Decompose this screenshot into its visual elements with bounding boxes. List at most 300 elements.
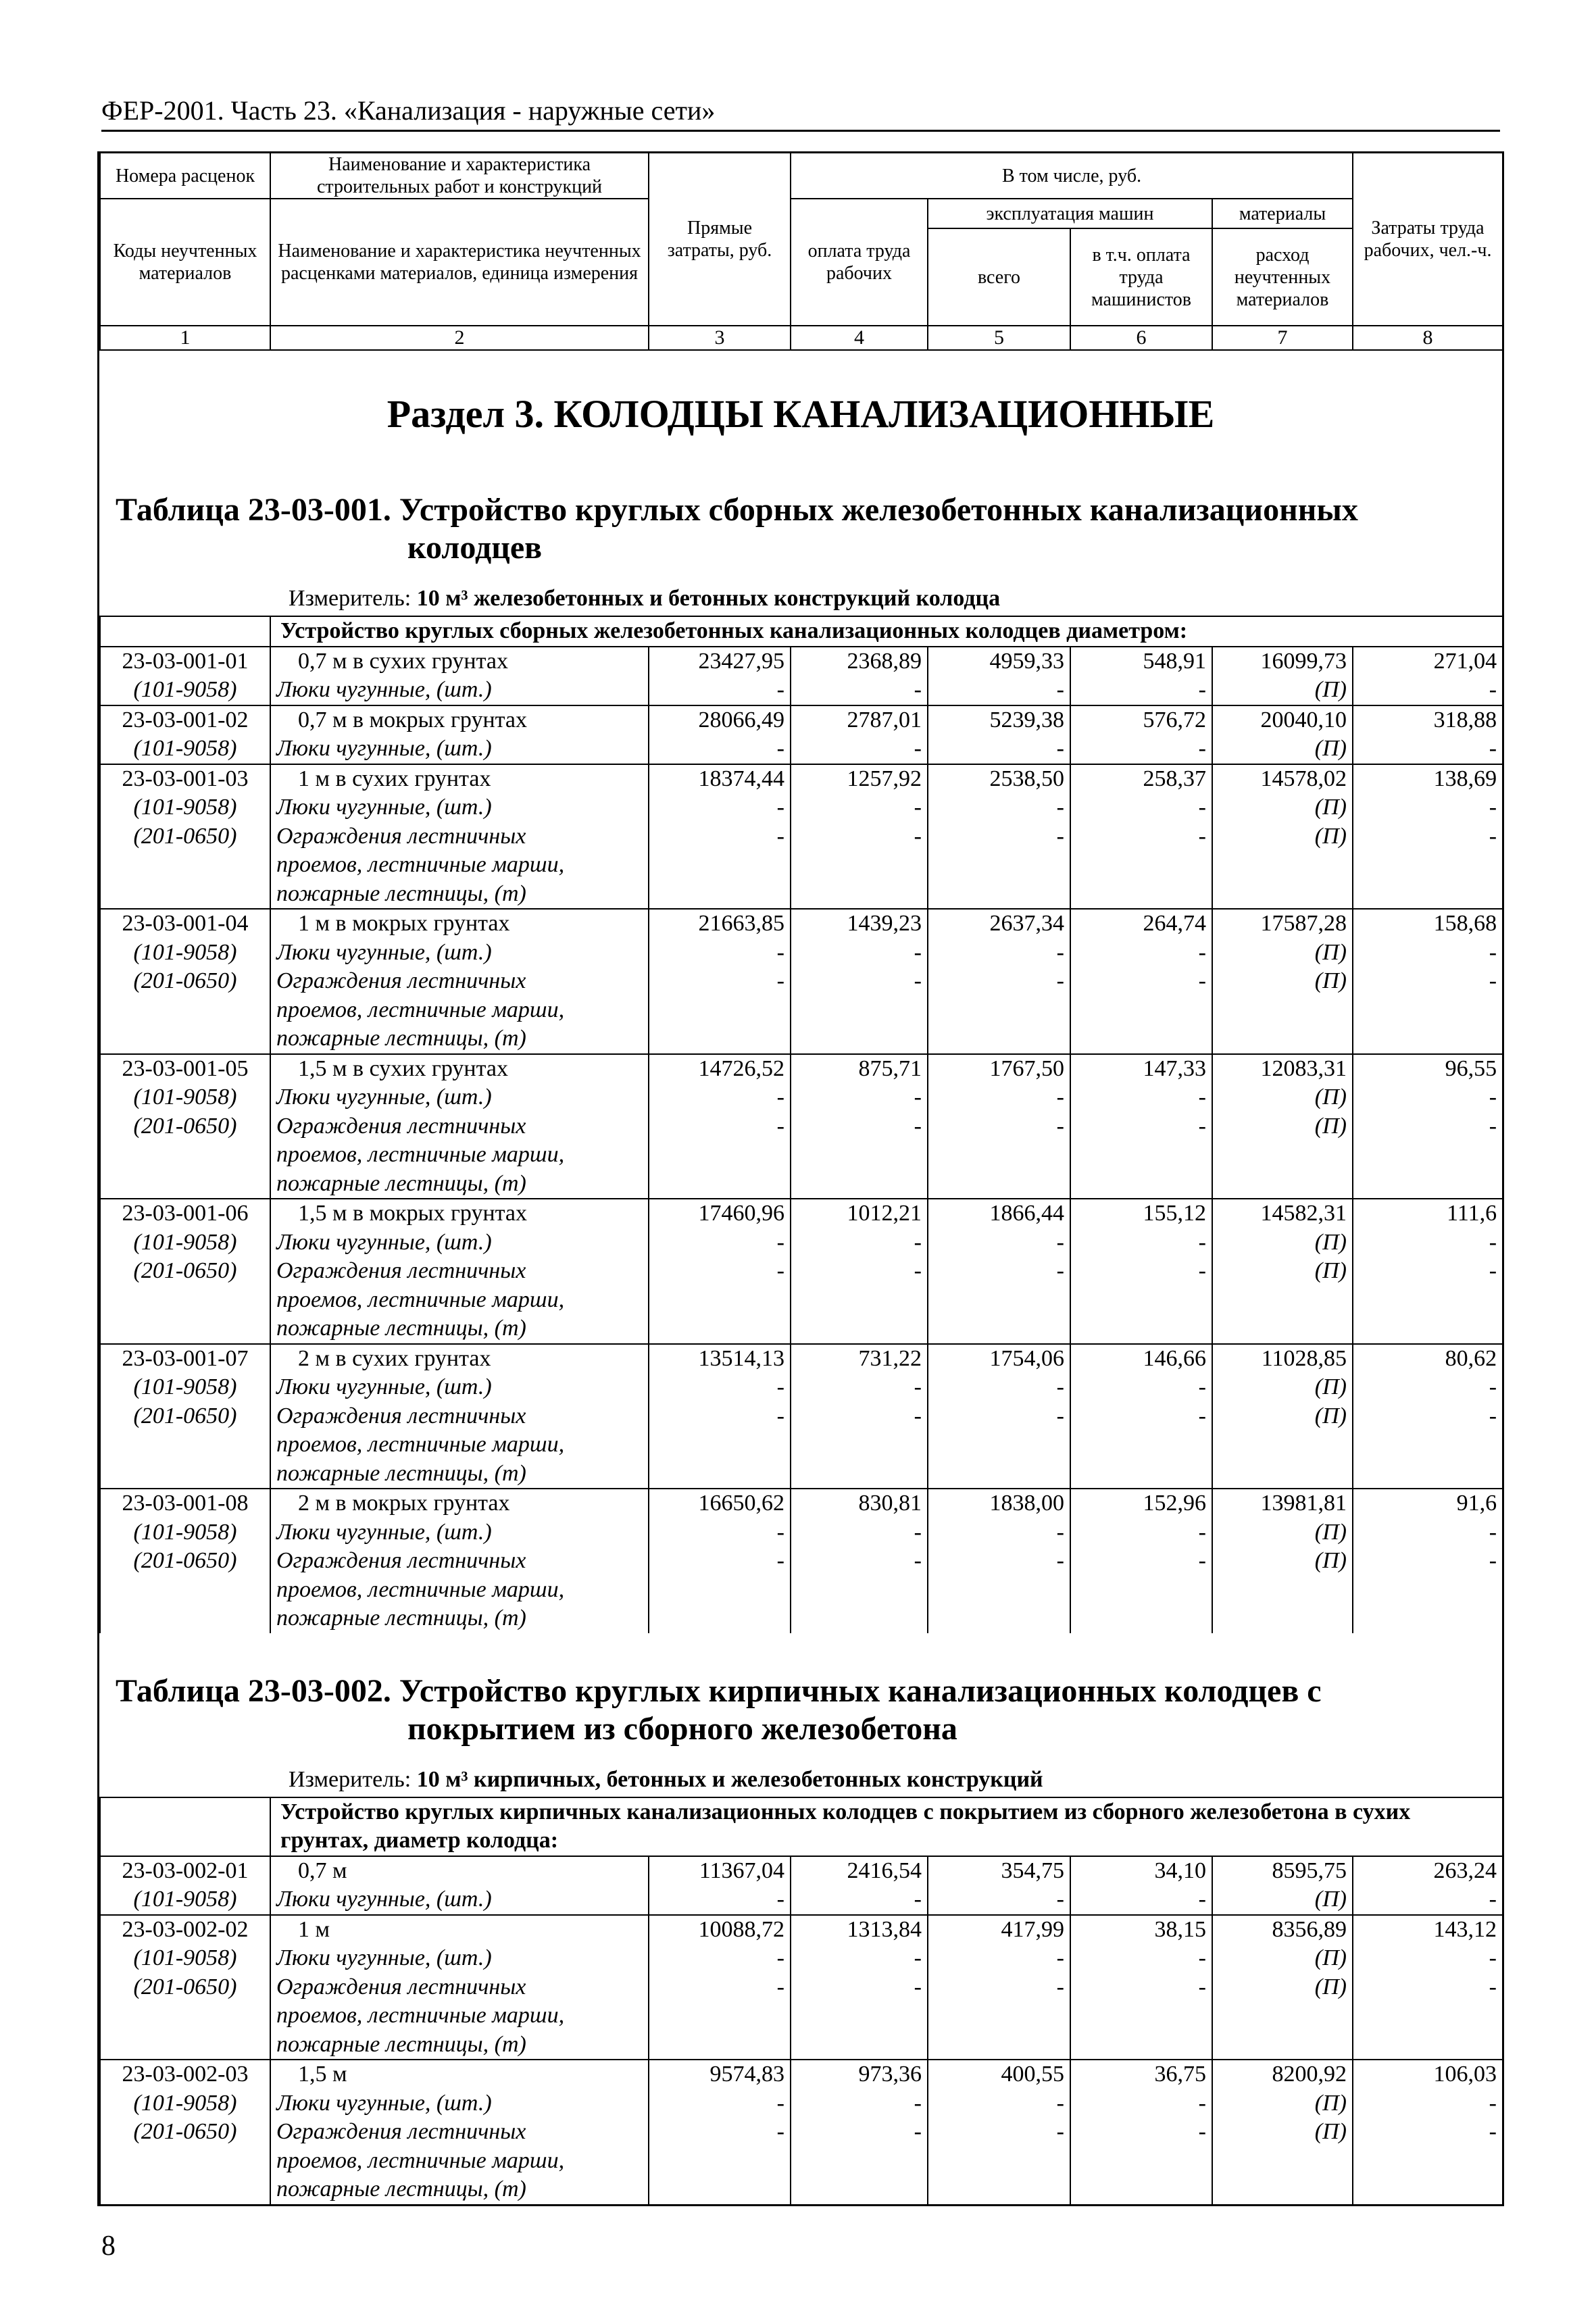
work-name-cell: Ограждения лестничных xyxy=(270,1973,649,2002)
direct-costs-cell xyxy=(649,1024,791,1054)
rate-code-cell xyxy=(100,2147,270,2176)
materials-cell: 8595,75 xyxy=(1212,1856,1353,1886)
table-row-material xyxy=(100,1257,1503,1286)
materials-cell xyxy=(1212,2001,1353,2031)
table-row-material xyxy=(100,822,1503,851)
direct-costs-cell: - xyxy=(649,1257,791,1286)
labor-hours-cell: - xyxy=(1353,1257,1503,1286)
worker-pay-cell: - xyxy=(791,1228,928,1258)
machines-total-cell xyxy=(928,1024,1070,1054)
direct-costs-cell: - xyxy=(649,1083,791,1112)
materials-cell: 11028,85 xyxy=(1212,1344,1353,1374)
direct-costs-cell xyxy=(649,1604,791,1633)
table-row-material xyxy=(100,1604,1503,1633)
table-row xyxy=(100,2060,1503,2089)
header-direct-costs: Прямые затраты, руб. xyxy=(649,153,791,326)
materials-cell xyxy=(1212,851,1353,880)
machinist-pay-cell: 147,33 xyxy=(1070,1054,1212,1084)
direct-costs-cell: - xyxy=(649,1373,791,1402)
labor-hours-cell xyxy=(1353,1170,1503,1199)
work-name-cell: Ограждения лестничных xyxy=(270,1112,649,1141)
worker-pay-cell xyxy=(791,2001,928,2031)
machinist-pay-cell xyxy=(1070,1170,1212,1199)
worker-pay-cell: 1439,23 xyxy=(791,909,928,939)
labor-hours-cell: 111,6 xyxy=(1353,1199,1503,1228)
worker-pay-cell: - xyxy=(791,2089,928,2118)
materials-cell: (П) xyxy=(1212,822,1353,851)
rate-code-cell: 23-03-001-01 xyxy=(100,647,270,676)
direct-costs-cell xyxy=(649,2175,791,2204)
labor-hours-cell xyxy=(1353,1460,1503,1489)
worker-pay-cell: - xyxy=(791,1518,928,1547)
direct-costs-cell xyxy=(649,1286,791,1315)
document-frame xyxy=(97,151,1504,2206)
labor-hours-cell: 271,04 xyxy=(1353,647,1503,676)
rate-code-cell xyxy=(100,2175,270,2204)
rate-code-cell: (101-9058) xyxy=(100,1228,270,1258)
labor-hours-cell xyxy=(1353,1430,1503,1460)
materials-cell: 20040,10 xyxy=(1212,705,1353,735)
labor-hours-cell: 138,69 xyxy=(1353,764,1503,794)
machinist-pay-cell: - xyxy=(1070,1518,1212,1547)
work-name-cell: Люки чугунные, (шт.) xyxy=(270,2089,649,2118)
header-material-name: Наименование и характеристика неучтенных расценками материалов, единица измерения xyxy=(270,199,649,326)
labor-hours-cell: 106,03 xyxy=(1353,2060,1503,2089)
machinist-pay-cell: 548,91 xyxy=(1070,647,1212,676)
table-row-material xyxy=(100,793,1503,822)
worker-pay-cell xyxy=(791,1576,928,1605)
worker-pay-cell xyxy=(791,1314,928,1344)
rate-code-cell: 23-03-002-01 xyxy=(100,1856,270,1886)
table-title xyxy=(99,491,1502,567)
table-row xyxy=(100,1856,1503,1886)
direct-costs-cell: 28066,49 xyxy=(649,705,791,735)
machines-total-cell xyxy=(928,1460,1070,1489)
machinist-pay-cell xyxy=(1070,880,1212,910)
machines-total-cell: 1754,06 xyxy=(928,1344,1070,1374)
materials-cell: 12083,31 xyxy=(1212,1054,1353,1084)
worker-pay-cell xyxy=(791,2147,928,2176)
machines-total-cell xyxy=(928,880,1070,910)
rate-code-cell: (101-9058) xyxy=(100,1083,270,1112)
work-name-cell: пожарные лестницы, (т) xyxy=(270,1460,649,1489)
machines-total-cell: 417,99 xyxy=(928,1915,1070,1945)
labor-hours-cell: - xyxy=(1353,2089,1503,2118)
rate-tables xyxy=(99,491,1502,2204)
labor-hours-cell: 143,12 xyxy=(1353,1915,1503,1945)
machinist-pay-cell: - xyxy=(1070,822,1212,851)
machines-total-cell xyxy=(928,996,1070,1025)
table-row-material xyxy=(100,1885,1503,1915)
machinist-pay-cell: 155,12 xyxy=(1070,1199,1212,1228)
labor-hours-cell: - xyxy=(1353,1112,1503,1141)
work-name-cell: 1,5 м в сухих грунтах xyxy=(270,1054,649,1084)
table-row-material xyxy=(100,1286,1503,1315)
table-row-material xyxy=(100,1402,1503,1431)
direct-costs-cell: - xyxy=(649,1944,791,1973)
direct-costs-cell: - xyxy=(649,1112,791,1141)
labor-hours-cell xyxy=(1353,996,1503,1025)
table-row-material xyxy=(100,939,1503,968)
machinist-pay-cell: - xyxy=(1070,1402,1212,1431)
work-name-cell: Ограждения лестничных xyxy=(270,967,649,996)
machinist-pay-cell: 146,66 xyxy=(1070,1344,1212,1374)
direct-costs-cell: - xyxy=(649,939,791,968)
rate-code-cell: (101-9058) xyxy=(100,2089,270,2118)
subheader-spacer xyxy=(100,1797,270,1856)
machines-total-cell xyxy=(928,2147,1070,2176)
rate-table-block xyxy=(99,1672,1502,2204)
materials-cell xyxy=(1212,1170,1353,1199)
rate-code-cell xyxy=(100,1460,270,1489)
machines-total-cell: - xyxy=(928,735,1070,764)
machines-total-cell: - xyxy=(928,822,1070,851)
rate-code-cell: 23-03-002-03 xyxy=(100,2060,270,2089)
work-name-cell: пожарные лестницы, (т) xyxy=(270,1170,649,1199)
labor-hours-cell xyxy=(1353,1024,1503,1054)
rate-code-cell xyxy=(100,1141,270,1170)
work-name-cell: пожарные лестницы, (т) xyxy=(270,2175,649,2204)
machinist-pay-cell xyxy=(1070,2175,1212,2204)
machinist-pay-cell: - xyxy=(1070,1083,1212,1112)
rate-code-cell: (201-0650) xyxy=(100,2118,270,2147)
work-name-cell: проемов, лестничные марши, xyxy=(270,1286,649,1315)
rate-code-cell xyxy=(100,880,270,910)
machines-total-cell: 354,75 xyxy=(928,1856,1070,1886)
table-row-material xyxy=(100,1518,1503,1547)
machinist-pay-cell: - xyxy=(1070,967,1212,996)
labor-hours-cell: 80,62 xyxy=(1353,1344,1503,1374)
machines-total-cell xyxy=(928,1604,1070,1633)
header-worker-pay: оплата труда рабочих xyxy=(791,199,928,326)
machinist-pay-cell: 152,96 xyxy=(1070,1489,1212,1518)
materials-cell: (П) xyxy=(1212,1518,1353,1547)
materials-cell xyxy=(1212,2031,1353,2060)
materials-cell xyxy=(1212,1141,1353,1170)
work-name-cell: 0,7 м в мокрых грунтах xyxy=(270,705,649,735)
worker-pay-cell xyxy=(791,2031,928,2060)
table-row-material xyxy=(100,676,1503,705)
direct-costs-cell: 14726,52 xyxy=(649,1054,791,1084)
work-name-cell: 1,5 м в мокрых грунтах xyxy=(270,1199,649,1228)
worker-pay-cell: - xyxy=(791,1083,928,1112)
table-measure xyxy=(99,1766,1502,1794)
materials-cell: (П) xyxy=(1212,1112,1353,1141)
table-measure xyxy=(99,584,1502,613)
labor-hours-cell: - xyxy=(1353,1083,1503,1112)
rate-code-cell: 23-03-001-06 xyxy=(100,1199,270,1228)
machinist-pay-cell xyxy=(1070,1604,1212,1633)
machinist-pay-cell: - xyxy=(1070,1373,1212,1402)
machines-total-cell xyxy=(928,1430,1070,1460)
worker-pay-cell: - xyxy=(791,1547,928,1576)
work-name-cell: проемов, лестничные марши, xyxy=(270,2147,649,2176)
page-header: ФЕР-2001. Часть 23. «Канализация - наружные сети» xyxy=(101,95,1500,132)
direct-costs-cell xyxy=(649,1314,791,1344)
materials-cell: (П) xyxy=(1212,1973,1353,2002)
work-name-cell: Люки чугунные, (шт.) xyxy=(270,939,649,968)
direct-costs-cell: 21663,85 xyxy=(649,909,791,939)
table-row-material xyxy=(100,1973,1503,2002)
rate-table xyxy=(99,1797,1503,2204)
worker-pay-cell: - xyxy=(791,676,928,705)
direct-costs-cell: 16650,62 xyxy=(649,1489,791,1518)
machines-total-cell xyxy=(928,1314,1070,1344)
materials-cell: 14582,31 xyxy=(1212,1199,1353,1228)
work-name-cell: 1 м xyxy=(270,1915,649,1945)
materials-cell xyxy=(1212,880,1353,910)
worker-pay-cell xyxy=(791,996,928,1025)
table-row xyxy=(100,1489,1503,1518)
table-row-material xyxy=(100,1314,1503,1344)
machines-total-cell: - xyxy=(928,1257,1070,1286)
worker-pay-cell xyxy=(791,880,928,910)
header-machines-group: эксплуатация машин xyxy=(928,199,1212,228)
labor-hours-cell: - xyxy=(1353,1547,1503,1576)
machinist-pay-cell xyxy=(1070,1286,1212,1315)
worker-pay-cell: - xyxy=(791,793,928,822)
labor-hours-cell: - xyxy=(1353,1944,1503,1973)
table-row-material xyxy=(100,2089,1503,2118)
worker-pay-cell: 1012,21 xyxy=(791,1199,928,1228)
table-row-material xyxy=(100,996,1503,1025)
machinist-pay-cell: - xyxy=(1070,793,1212,822)
labor-hours-cell: - xyxy=(1353,1228,1503,1258)
column-number: 3 xyxy=(649,326,791,350)
rate-code-cell: (201-0650) xyxy=(100,1973,270,2002)
rate-code-cell xyxy=(100,1314,270,1344)
rate-code-cell xyxy=(100,2001,270,2031)
rate-table-block xyxy=(99,491,1502,1633)
work-name-cell: проемов, лестничные марши, xyxy=(270,2001,649,2031)
machines-total-cell xyxy=(928,1576,1070,1605)
table-row-material xyxy=(100,1547,1503,1576)
direct-costs-cell: - xyxy=(649,2089,791,2118)
machines-total-cell xyxy=(928,1286,1070,1315)
machines-total-cell: - xyxy=(928,939,1070,968)
labor-hours-cell: - xyxy=(1353,822,1503,851)
work-name-cell: 1,5 м xyxy=(270,2060,649,2089)
table-row xyxy=(100,1915,1503,1945)
labor-hours-cell: - xyxy=(1353,2118,1503,2147)
work-name-cell: Ограждения лестничных xyxy=(270,1257,649,1286)
table-row xyxy=(100,764,1503,794)
work-name-cell: пожарные лестницы, (т) xyxy=(270,880,649,910)
machines-total-cell xyxy=(928,2031,1070,2060)
worker-pay-cell: 973,36 xyxy=(791,2060,928,2089)
work-name-cell: Люки чугунные, (шт.) xyxy=(270,1228,649,1258)
worker-pay-cell: 1257,92 xyxy=(791,764,928,794)
worker-pay-cell xyxy=(791,2175,928,2204)
rate-code-cell: (101-9058) xyxy=(100,1373,270,1402)
materials-cell: 16099,73 xyxy=(1212,647,1353,676)
machinist-pay-cell: - xyxy=(1070,1112,1212,1141)
work-name-cell: Люки чугунные, (шт.) xyxy=(270,1885,649,1915)
table-row xyxy=(100,909,1503,939)
table-row-material xyxy=(100,1228,1503,1258)
machinist-pay-cell: - xyxy=(1070,2118,1212,2147)
rate-code-cell xyxy=(100,1286,270,1315)
table-row xyxy=(100,1054,1503,1084)
materials-cell xyxy=(1212,1024,1353,1054)
rate-code-cell xyxy=(100,1024,270,1054)
worker-pay-cell: 2416,54 xyxy=(791,1856,928,1886)
machinist-pay-cell: 576,72 xyxy=(1070,705,1212,735)
machinist-pay-cell: 264,74 xyxy=(1070,909,1212,939)
table-subheader: Устройство круглых кирпичных канализационных колодцев с покрытием из сборного железобетона в сухих грунтах, диаметр колодца: xyxy=(270,1797,1503,1856)
machines-total-cell: - xyxy=(928,2118,1070,2147)
machines-total-cell xyxy=(928,2001,1070,2031)
rate-code-cell: 23-03-001-07 xyxy=(100,1344,270,1374)
work-name-cell: проемов, лестничные марши, xyxy=(270,1430,649,1460)
table-row-material xyxy=(100,2031,1503,2060)
labor-hours-cell xyxy=(1353,1286,1503,1315)
labor-hours-cell xyxy=(1353,2175,1503,2204)
machines-total-cell: - xyxy=(928,1112,1070,1141)
table-row-material xyxy=(100,2001,1503,2031)
work-name-cell: Люки чугунные, (шт.) xyxy=(270,793,649,822)
direct-costs-cell: - xyxy=(649,1228,791,1258)
table-row xyxy=(100,1344,1503,1374)
rate-code-cell: 23-03-001-02 xyxy=(100,705,270,735)
header-rate-numbers: Номера расценок xyxy=(100,153,270,199)
rate-code-cell: (201-0650) xyxy=(100,1402,270,1431)
table-row-material xyxy=(100,880,1503,910)
direct-costs-cell xyxy=(649,1460,791,1489)
direct-costs-cell xyxy=(649,880,791,910)
materials-cell: (П) xyxy=(1212,967,1353,996)
labor-hours-cell xyxy=(1353,851,1503,880)
machines-total-cell: 2538,50 xyxy=(928,764,1070,794)
work-name-cell: Люки чугунные, (шт.) xyxy=(270,1518,649,1547)
direct-costs-cell xyxy=(649,851,791,880)
rate-code-cell: (101-9058) xyxy=(100,676,270,705)
rate-table xyxy=(99,616,1503,1633)
table-row-material xyxy=(100,1083,1503,1112)
column-number: 5 xyxy=(928,326,1070,350)
rate-code-cell xyxy=(100,851,270,880)
labor-hours-cell xyxy=(1353,880,1503,910)
machinist-pay-cell xyxy=(1070,1430,1212,1460)
machinist-pay-cell xyxy=(1070,996,1212,1025)
worker-pay-cell: 830,81 xyxy=(791,1489,928,1518)
materials-cell xyxy=(1212,996,1353,1025)
direct-costs-cell xyxy=(649,996,791,1025)
machinist-pay-cell: 36,75 xyxy=(1070,2060,1212,2089)
work-name-cell: Ограждения лестничных xyxy=(270,1402,649,1431)
table-row xyxy=(100,1199,1503,1228)
labor-hours-cell xyxy=(1353,1604,1503,1633)
table-row xyxy=(100,705,1503,735)
direct-costs-cell xyxy=(649,1430,791,1460)
table-row-material xyxy=(100,1170,1503,1199)
labor-hours-cell: 318,88 xyxy=(1353,705,1503,735)
machines-total-cell: 400,55 xyxy=(928,2060,1070,2089)
header-including-group: В том числе, руб. xyxy=(791,153,1353,199)
worker-pay-cell xyxy=(791,1141,928,1170)
rate-code-cell: (201-0650) xyxy=(100,1112,270,1141)
machines-total-cell xyxy=(928,851,1070,880)
table-row-material xyxy=(100,2118,1503,2147)
worker-pay-cell: 2787,01 xyxy=(791,705,928,735)
materials-cell: (П) xyxy=(1212,1547,1353,1576)
machinist-pay-cell xyxy=(1070,1314,1212,1344)
work-name-cell: пожарные лестницы, (т) xyxy=(270,1024,649,1054)
materials-cell xyxy=(1212,1576,1353,1605)
header-materials-group: материалы xyxy=(1212,199,1353,228)
header-unaccounted-materials: расход неучтенных материалов xyxy=(1212,228,1353,326)
rate-code-cell: 23-03-001-08 xyxy=(100,1489,270,1518)
machinist-pay-cell: - xyxy=(1070,1973,1212,2002)
labor-hours-cell: - xyxy=(1353,735,1503,764)
table-row-material xyxy=(100,1112,1503,1141)
direct-costs-cell xyxy=(649,2147,791,2176)
rate-code-cell: (101-9058) xyxy=(100,1518,270,1547)
work-name-cell: 0,7 м xyxy=(270,1856,649,1886)
table-title xyxy=(99,1672,1502,1748)
materials-cell xyxy=(1212,1460,1353,1489)
machinist-pay-cell: - xyxy=(1070,735,1212,764)
direct-costs-cell: - xyxy=(649,676,791,705)
worker-pay-cell: 2368,89 xyxy=(791,647,928,676)
table-row-material xyxy=(100,1141,1503,1170)
table-subheader-row xyxy=(100,1797,1503,1856)
machines-total-cell: 4959,33 xyxy=(928,647,1070,676)
materials-cell: (П) xyxy=(1212,2118,1353,2147)
direct-costs-cell: - xyxy=(649,1518,791,1547)
rate-code-cell: (201-0650) xyxy=(100,1257,270,1286)
machinist-pay-cell xyxy=(1070,851,1212,880)
materials-cell: 8200,92 xyxy=(1212,2060,1353,2089)
direct-costs-cell xyxy=(649,1141,791,1170)
machinist-pay-cell: - xyxy=(1070,676,1212,705)
machines-total-cell: 1838,00 xyxy=(928,1489,1070,1518)
worker-pay-cell xyxy=(791,1024,928,1054)
table-title-line: колодцев xyxy=(407,530,543,566)
materials-cell xyxy=(1212,2175,1353,2204)
materials-cell: (П) xyxy=(1212,1228,1353,1258)
machines-total-cell xyxy=(928,1170,1070,1199)
machines-total-cell: - xyxy=(928,676,1070,705)
table-row-material xyxy=(100,1373,1503,1402)
column-number: 6 xyxy=(1070,326,1212,350)
column-number: 8 xyxy=(1353,326,1503,350)
labor-hours-cell: 263,24 xyxy=(1353,1856,1503,1886)
rate-code-cell: (101-9058) xyxy=(100,1885,270,1915)
work-name-cell: Люки чугунные, (шт.) xyxy=(270,676,649,705)
direct-costs-cell: 9574,83 xyxy=(649,2060,791,2089)
worker-pay-cell: 731,22 xyxy=(791,1344,928,1374)
machinist-pay-cell: 258,37 xyxy=(1070,764,1212,794)
machinist-pay-cell: - xyxy=(1070,1228,1212,1258)
materials-cell: (П) xyxy=(1212,735,1353,764)
worker-pay-cell: - xyxy=(791,1257,928,1286)
work-name-cell: проемов, лестничные марши, xyxy=(270,1141,649,1170)
machines-total-cell: - xyxy=(928,1944,1070,1973)
table-row-material xyxy=(100,1024,1503,1054)
direct-costs-cell xyxy=(649,2031,791,2060)
header-work-name: Наименование и характеристика строительных работ и конструкций xyxy=(270,153,649,199)
machinist-pay-cell: 34,10 xyxy=(1070,1856,1212,1886)
section-title: Раздел 3. КОЛОДЦЫ КАНАЛИЗАЦИОННЫЕ xyxy=(386,392,1215,436)
header-machines-total: всего xyxy=(928,228,1070,326)
materials-cell xyxy=(1212,2147,1353,2176)
rate-code-cell: (101-9058) xyxy=(100,735,270,764)
rate-code-cell xyxy=(100,1604,270,1633)
column-number: 4 xyxy=(791,326,928,350)
rate-code-cell xyxy=(100,2031,270,2060)
table-column-header xyxy=(99,151,1503,351)
